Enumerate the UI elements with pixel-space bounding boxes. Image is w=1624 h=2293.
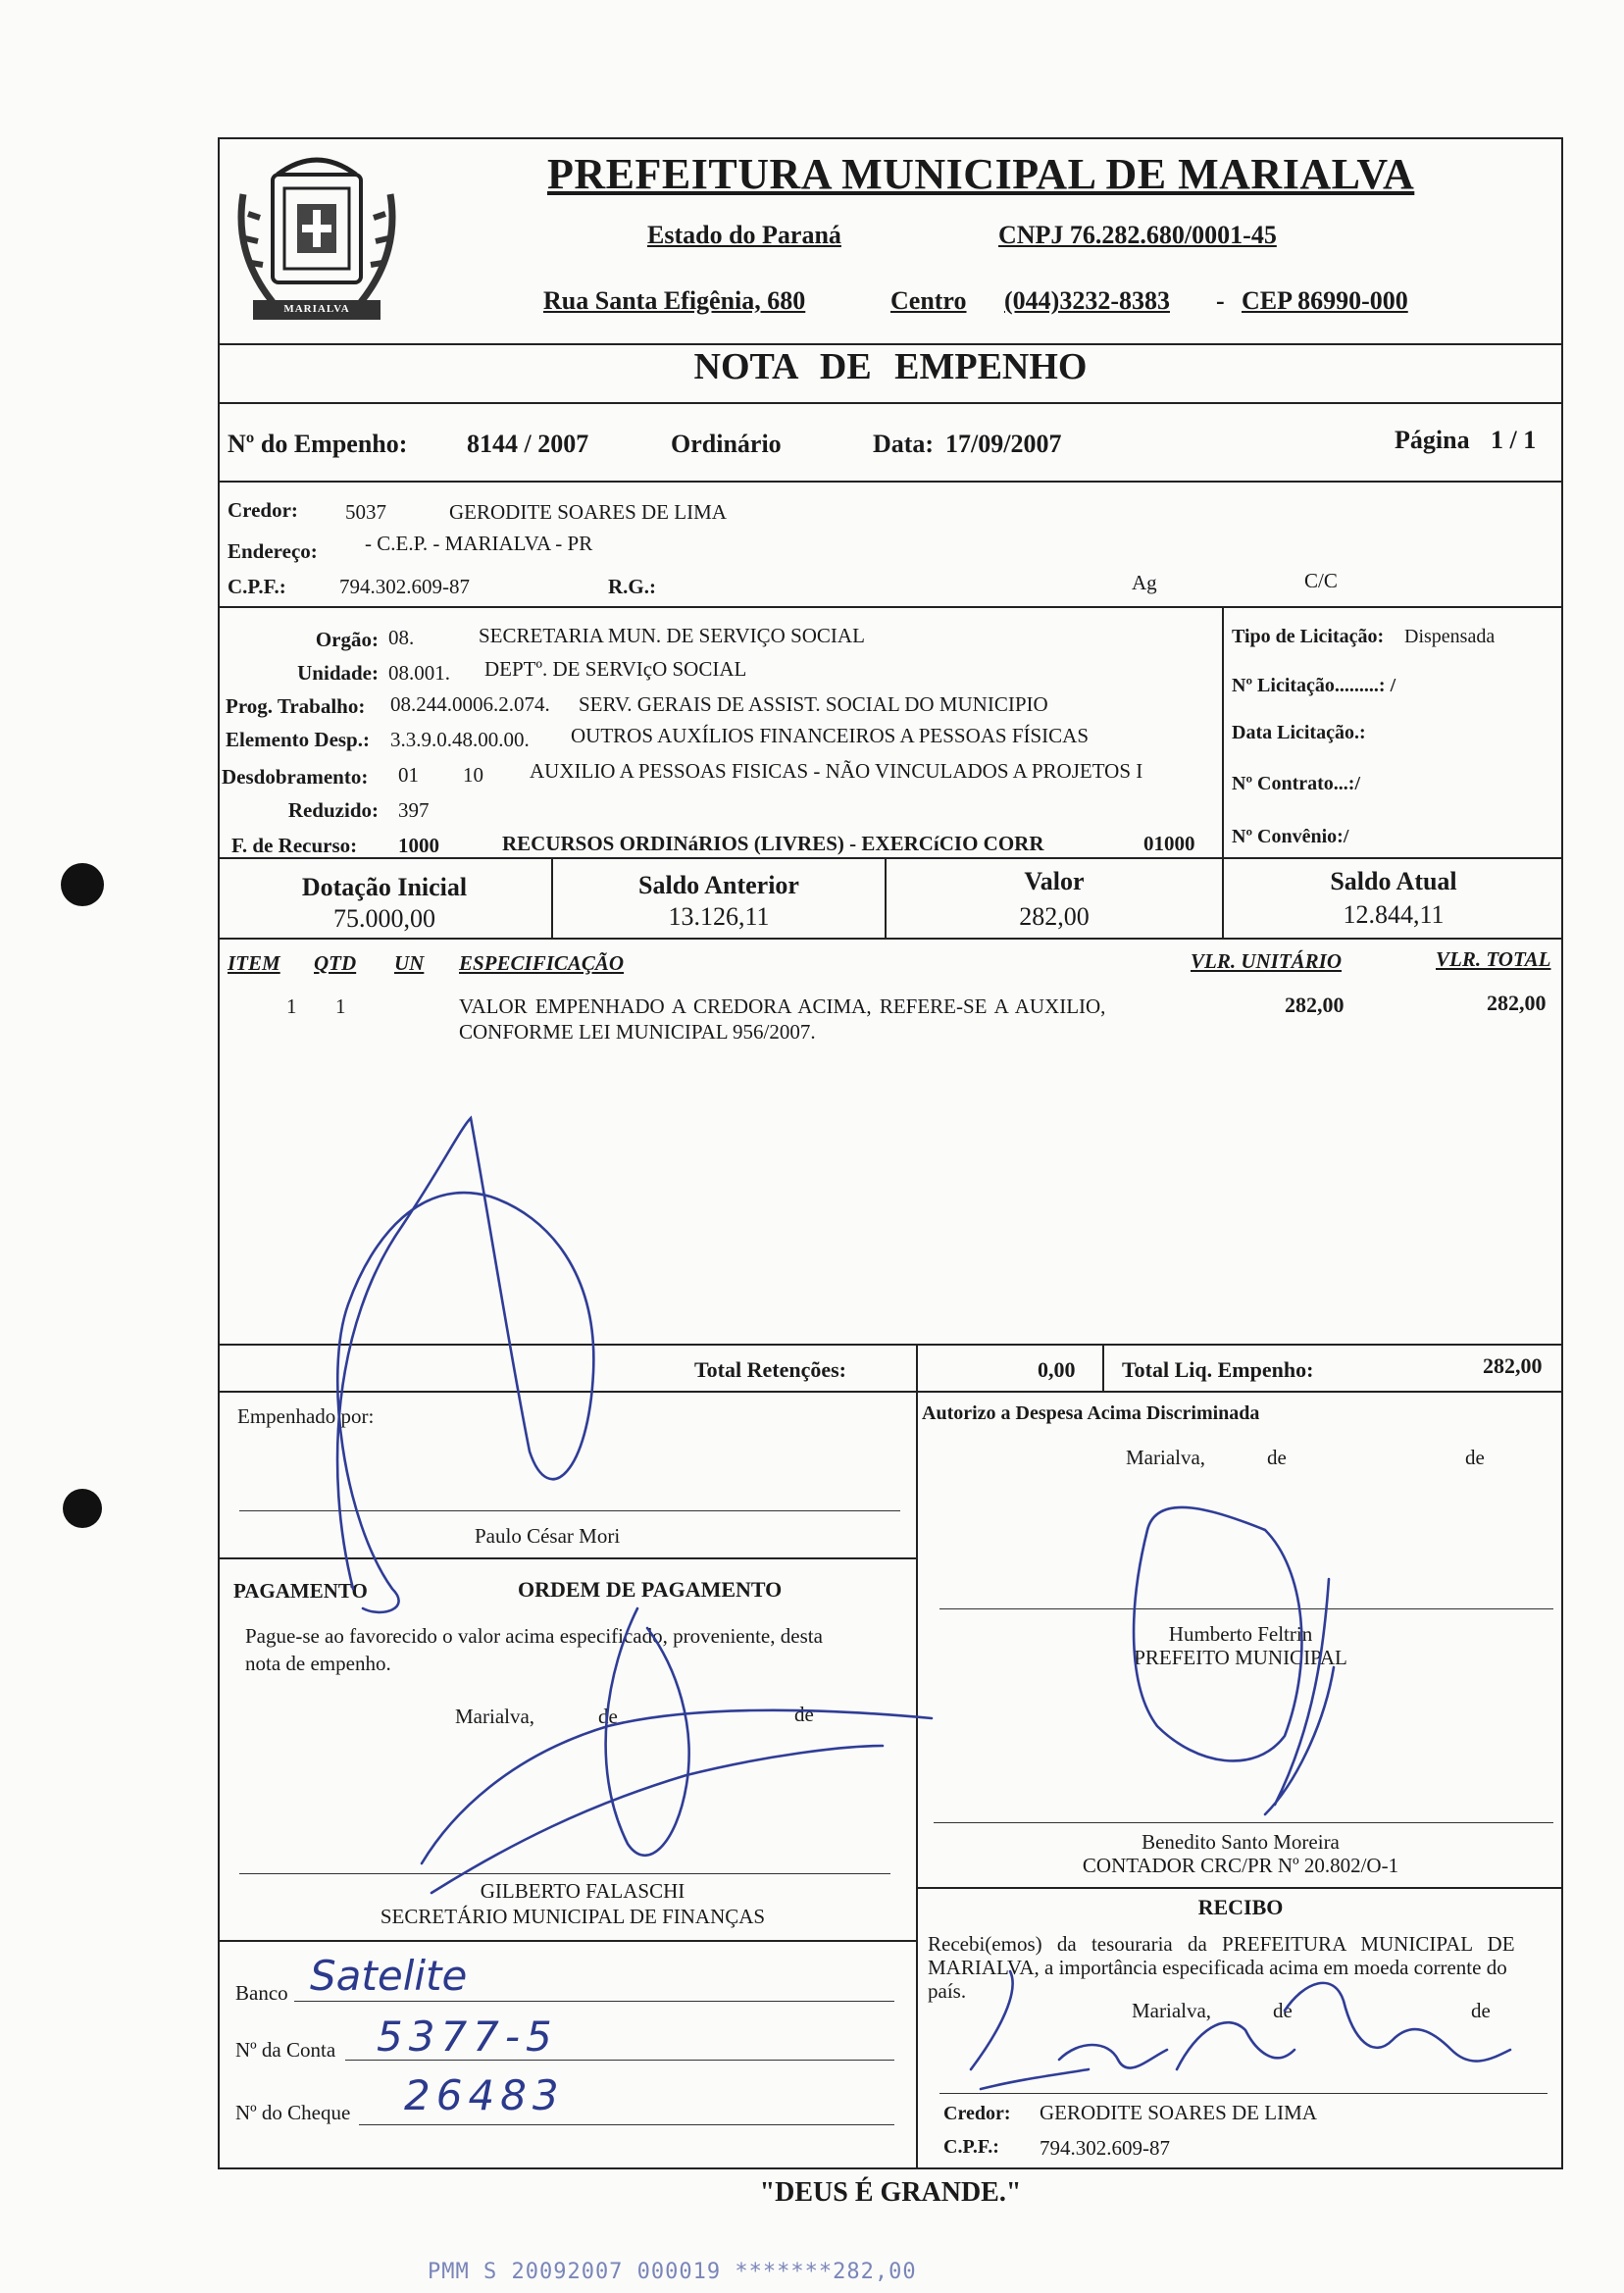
numero-label: Nº do Empenho: <box>228 430 408 458</box>
binder-hole-top <box>61 863 104 906</box>
credor-label: Credor: <box>228 498 298 522</box>
phone-text: (044)3232-8383 <box>1004 286 1170 315</box>
banco-label: Banco <box>235 1981 288 2005</box>
item-spec-line2: CONFORME LEI MUNICIPAL 956/2007. <box>459 1020 816 1044</box>
autorizo-de-2: de <box>1465 1446 1485 1469</box>
recibo-cidade: Marialva, <box>1132 1999 1212 2022</box>
data-licitacao-label: Data Licitação.: <box>1232 722 1366 743</box>
dotacao-inicial-value: 75.000,00 <box>333 904 435 933</box>
prefeito-cargo: PREFEITO MUNICIPAL <box>1134 1646 1347 1669</box>
convenio-label: Nº Convênio:/ <box>1232 826 1349 847</box>
col-total-header: VLR. TOTAL <box>1436 947 1551 971</box>
item-number: 1 <box>286 994 297 1018</box>
pagamento-de-2: de <box>794 1703 814 1726</box>
recibo-credor-nome: GERODITE SOARES DE LIMA <box>1040 2101 1317 2124</box>
title-divider <box>218 402 1563 404</box>
tipo-licitacao-value: Dispensada <box>1404 626 1496 647</box>
saldo-anterior-value: 13.126,11 <box>668 902 770 931</box>
secretario-sign-line <box>239 1873 890 1874</box>
retencoes-label: Total Retenções: <box>694 1357 846 1382</box>
cheque-label: Nº do Cheque <box>235 2101 351 2124</box>
empenhado-label: Empenhado por: <box>237 1404 375 1428</box>
binder-hole-bottom <box>63 1489 102 1528</box>
col-qtd-header: QTD <box>314 951 357 975</box>
dotacao-inicial-label: Dotação Inicial <box>301 873 468 901</box>
saldo-atual-value: 12.844,11 <box>1343 900 1445 929</box>
orgao-label: Orgão: <box>315 628 379 651</box>
prog-nome: SERV. GERAIS DE ASSIST. SOCIAL DO MUNICIPIO <box>579 692 1048 716</box>
reduzido-label: Reduzido: <box>287 798 379 822</box>
desd-cod1: 01 <box>398 763 419 787</box>
pagamento-cidade: Marialva, <box>455 1705 535 1728</box>
col-spec-header: ESPECIFICAÇÃO <box>459 951 625 975</box>
ordem-pagamento-label: ORDEM DE PAGAMENTO <box>518 1577 783 1602</box>
credor-nome: GERODITE SOARES DE LIMA <box>449 500 727 524</box>
credor-divider <box>218 606 1563 608</box>
banco-line <box>294 2001 894 2002</box>
totais-col-2 <box>1102 1344 1104 1393</box>
licitacao-divider <box>1222 606 1224 857</box>
cnpj-text: CNPJ 76.282.680/0001-45 <box>998 221 1277 249</box>
item-spec-line1: VALOR EMPENHADO A CREDORA ACIMA, REFERE-SE A AUXILIO, <box>459 994 1106 1018</box>
totais-top-line <box>218 1344 1563 1346</box>
recibo-credor-label: Credor: <box>943 2103 1011 2124</box>
recibo-texto-3: país. <box>928 1979 967 2003</box>
autorizo-label: Autorizo a Despesa Acima Discriminada <box>922 1402 1260 1424</box>
cheque-handwritten: 26483 <box>404 2071 565 2119</box>
recurso-cod: 1000 <box>398 834 439 857</box>
address-text: Rua Santa Efigênia, 680 <box>543 286 806 315</box>
elem-nome: OUTROS AUXÍLIOS FINANCEIROS A PESSOAS FÍSICAS <box>571 724 1090 747</box>
nota-title: NOTA DE EMPENHO <box>693 346 1088 387</box>
tipo-licitacao-label: Tipo de Licitação: <box>1232 626 1385 647</box>
col-item-header: ITEM <box>228 951 280 975</box>
pagamento-texto-1: Pague-se ao favorecido o valor acima especificado, proveniente, desta <box>245 1624 823 1648</box>
valor-value: 282,00 <box>1019 902 1090 931</box>
lower-center-divider <box>916 1391 918 2169</box>
recibo-sign-line <box>939 2093 1548 2094</box>
prefeito-sign-line <box>939 1608 1553 1609</box>
recibo-cpf-label: C.P.F.: <box>943 2136 999 2158</box>
cheque-line <box>359 2124 894 2125</box>
recurso-label: F. de Recurso: <box>231 834 358 857</box>
recurso-cod2: 01000 <box>1143 832 1195 855</box>
liquido-value: 282,00 <box>1483 1353 1543 1378</box>
desd-nome: AUXILIO A PESSOAS FISICAS - NÃO VINCULADOS A PROJETOS I <box>530 759 1143 783</box>
recibo-top-line <box>916 1887 1563 1889</box>
secretario-nome: GILBERTO FALASCHI <box>480 1879 685 1903</box>
rg-label: R.G.: <box>608 575 656 598</box>
autorizo-de-1: de <box>1267 1446 1287 1469</box>
tipo-value: Ordinário <box>671 430 782 458</box>
autorizo-cidade: Marialva, <box>1126 1446 1206 1469</box>
recurso-nome: RECURSOS ORDINáRIOS (LIVRES) - EXERCíCIO CORR <box>502 832 1044 855</box>
district-text: Centro <box>890 286 967 315</box>
liquido-label: Total Liq. Empenho: <box>1122 1357 1314 1382</box>
recibo-title: RECIBO <box>1197 1895 1284 1919</box>
prefeito-nome: Humberto Feltrin <box>1168 1622 1313 1646</box>
item-qtd: 1 <box>335 994 346 1018</box>
recibo-texto-2: MARIALVA, a importância especificada acima em moeda corrente do <box>928 1956 1507 1979</box>
item-total-value: 282,00 <box>1487 991 1547 1015</box>
orgao-nome: SECRETARIA MUN. DE SERVIÇO SOCIAL <box>479 624 865 647</box>
num-licitacao-label: Nº Licitação.........: / <box>1232 675 1396 696</box>
unidade-label: Unidade: <box>297 661 379 685</box>
ag-label: Ag <box>1132 571 1157 594</box>
data-value: 17/09/2007 <box>945 430 1062 458</box>
conta-handwritten: 5377-5 <box>377 2013 558 2061</box>
orgao-cod: 08. <box>388 626 415 649</box>
contador-nome: Benedito Santo Moreira <box>1142 1830 1340 1854</box>
col-unit-header: VLR. UNITÁRIO <box>1191 949 1343 973</box>
credor-codigo: 5037 <box>345 500 386 524</box>
cep-text: CEP 86990-000 <box>1242 286 1408 315</box>
recibo-cpf-value: 794.302.609-87 <box>1040 2136 1170 2160</box>
crest-banner-text: MARIALVA <box>283 303 350 315</box>
pagamento-label: PAGAMENTO <box>233 1579 368 1603</box>
address-separator: - <box>1216 286 1225 315</box>
cc-label: C/C <box>1304 569 1338 592</box>
valor-label: Valor <box>1024 867 1085 895</box>
recibo-de-2: de <box>1471 1999 1491 2022</box>
elem-cod: 3.3.9.0.48.00.00. <box>390 728 530 751</box>
empenhado-sign-line <box>239 1510 900 1511</box>
pagina-value: 1 / 1 <box>1491 426 1537 454</box>
reduzido-value: 397 <box>398 798 430 822</box>
pagamento-top-line <box>218 1557 918 1559</box>
col-un-header: UN <box>394 951 425 975</box>
recibo-texto-1: Recebi(emos) da tesouraria da PREFEITURA MUNICIPAL DE <box>928 1932 1515 1956</box>
unidade-cod: 08.001. <box>388 661 450 685</box>
cpf-value: 794.302.609-87 <box>339 575 470 598</box>
cpf-label: C.P.F.: <box>228 575 286 598</box>
contador-cargo: CONTADOR CRC/PR Nº 20.802/O-1 <box>1082 1854 1399 1877</box>
desd-label: Desdobramento: <box>222 765 369 789</box>
recibo-de-1: de <box>1273 1999 1293 2022</box>
retencoes-value: 0,00 <box>1038 1357 1076 1382</box>
endereco-label: Endereço: <box>228 539 318 563</box>
prog-label: Prog. Trabalho: <box>226 694 366 718</box>
pagamento-texto-2: nota de empenho. <box>245 1652 391 1675</box>
numero-value: 8144 / 2007 <box>467 430 589 458</box>
prefeitura-title: PREFEITURA MUNICIPAL DE MARIALVA <box>547 150 1415 198</box>
empenho-divider <box>218 481 1563 483</box>
item-unit-value: 282,00 <box>1285 993 1345 1017</box>
banco-handwritten: Satelite <box>310 1952 468 2000</box>
dotacao-divider <box>218 857 1563 859</box>
elem-label: Elemento Desp.: <box>226 728 370 751</box>
prog-cod: 08.244.0006.2.074. <box>390 692 550 716</box>
saldo-anterior-label: Saldo Anterior <box>638 871 799 899</box>
totais-col-1 <box>916 1344 918 1393</box>
conta-label: Nº da Conta <box>235 2038 336 2062</box>
saldos-divider <box>218 938 1563 940</box>
desd-cod2: 10 <box>463 763 483 787</box>
contador-sign-line <box>934 1822 1553 1823</box>
bank-stamp-text: PMM S 20092007 000019 *******282,00 <box>428 2260 917 2284</box>
secretario-cargo: SECRETÁRIO MUNICIPAL DE FINANÇAS <box>380 1905 766 1928</box>
totais-bottom-line <box>218 1391 1563 1393</box>
estado-text: Estado do Paraná <box>647 221 841 249</box>
contrato-label: Nº Contrato...:/ <box>1232 773 1361 794</box>
motto-text: "DEUS É GRANDE." <box>759 2177 1022 2208</box>
saldo-atual-label: Saldo Atual <box>1330 867 1457 895</box>
empenhado-nome: Paulo César Mori <box>475 1524 621 1548</box>
data-label: Data: <box>873 430 935 458</box>
pagina-label: Página <box>1395 426 1470 454</box>
unidade-nome: DEPTº. DE SERVIçO SOCIAL <box>484 657 747 681</box>
banco-top-line <box>218 1940 918 1942</box>
endereco-value: - C.E.P. - MARIALVA - PR <box>365 532 593 555</box>
pagamento-de-1: de <box>598 1705 618 1728</box>
